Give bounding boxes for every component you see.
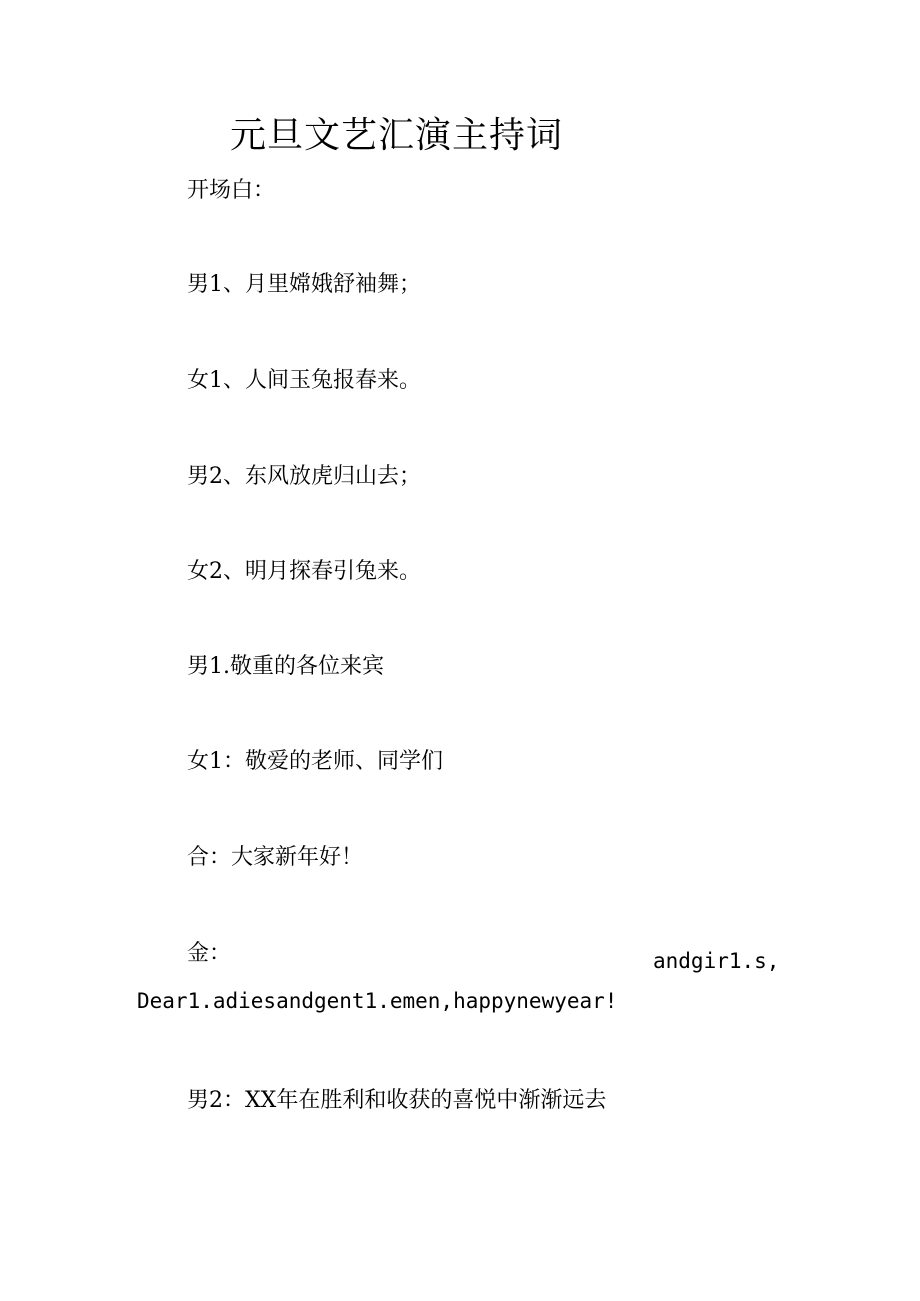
script-line-9: 男2：XX年在胜利和收获的喜悦中渐渐远去 (187, 1088, 607, 1113)
script-line-8: 金： (187, 941, 232, 966)
english-greeting-end: andgir1.s, (653, 949, 780, 973)
script-line-1: 男1、月里嫦娥舒袖舞； (187, 272, 421, 297)
script-line-5: 男1.敬重的各位来宾 (187, 654, 384, 679)
english-greeting-start: Dear1.adiesandgent1.emen,happynewyear! (137, 989, 618, 1013)
script-line-7: 合：大家新年好！ (187, 845, 364, 870)
document-title: 元旦文艺汇演主持词 (230, 115, 564, 156)
script-line-6: 女1：敬爱的老师、同学们 (187, 749, 443, 774)
script-line-2: 女1、人间玉兔报春来。 (187, 368, 421, 393)
script-line-3: 男2、东风放虎归山去； (187, 464, 421, 489)
opening-label: 开场白： (187, 178, 276, 203)
script-line-4: 女2、明月探春引兔来。 (187, 559, 421, 584)
